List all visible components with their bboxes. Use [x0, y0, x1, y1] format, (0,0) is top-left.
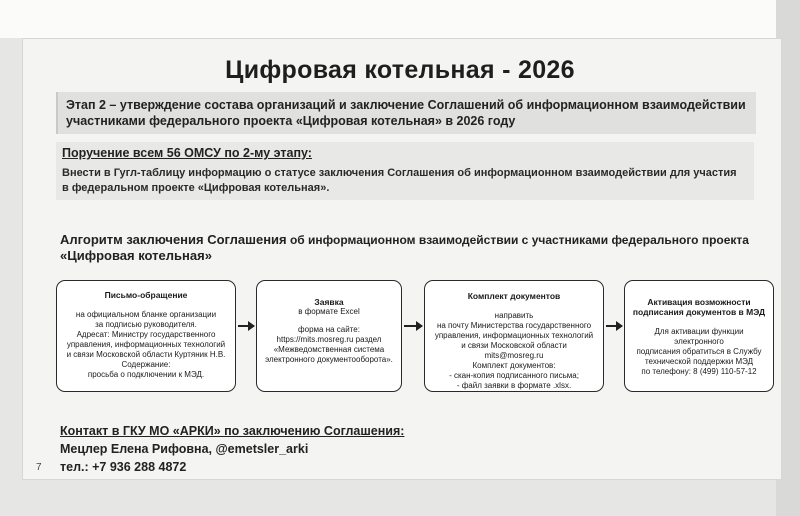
- flow-arrow: [606, 325, 622, 327]
- flow-step-subheading: в формате Excel: [298, 307, 360, 316]
- flow-step-line: на официальном бланке организации: [75, 310, 217, 319]
- contact-phone: тел.: +7 936 288 4872: [60, 460, 187, 474]
- task-text: [62, 166, 742, 196]
- flow-step-line: направить: [494, 311, 534, 320]
- flow-step-line: Адресат: Министру государственного: [76, 330, 216, 339]
- flow-step-letter: [56, 280, 236, 392]
- stage-line-2: участниками федерального проекта «Цифровая котельная» в 2026 году: [66, 114, 516, 128]
- flow-step-line: Для активации функции электронного: [654, 327, 744, 346]
- flow-step-line: «Межведомственная система: [273, 345, 385, 354]
- flow-step-line: форма на сайте:: [298, 325, 360, 334]
- task-banner: [56, 142, 754, 200]
- page-number: 7: [36, 462, 42, 473]
- algorithm-heading: [60, 232, 760, 264]
- flow-step-heading: Комплект документов: [467, 291, 561, 301]
- flow-arrow: [404, 325, 422, 327]
- algorithm-line-1: [60, 232, 760, 248]
- stage-line-1: Этап 2 – утверждение состава организаций и заключение Соглашений об информационном взаимодействии: [66, 98, 746, 112]
- flow-step-line: и связи Московской области mits@mosreg.ru: [461, 341, 567, 360]
- contact-heading: Контакт в ГКУ МО «АРКИ» по заключению Соглашения:: [60, 424, 405, 438]
- flow-step-line: Комплект документов:: [472, 361, 556, 370]
- flow-step-line: управления, информационных технологий: [66, 340, 226, 349]
- flow-step-heading: Активация возможности: [647, 297, 751, 307]
- flow-step-heading: Заявка: [314, 297, 344, 307]
- flow-step-heading: Письмо-обращение: [104, 290, 188, 300]
- flow-step-line: Содержание:: [121, 360, 171, 369]
- flow-step-line: - файл заявки в формате .xlsx.: [456, 381, 572, 390]
- flow-step-documents: [424, 280, 604, 392]
- slide-title: Цифровая котельная - 2026: [225, 56, 575, 84]
- flow-step-line: просьба о подключении к МЭД.: [87, 370, 205, 379]
- flow-step-line: управления, информационных технологий: [434, 331, 594, 340]
- flow-step-line: электронного документооборота».: [265, 355, 393, 364]
- flow-step-application: [256, 280, 402, 392]
- contact-block: [60, 422, 660, 476]
- stage-text: [66, 97, 746, 129]
- flow-arrow: [238, 325, 254, 327]
- flow-step-line: технической поддержки МЭД: [644, 357, 754, 366]
- photo-top-background: [0, 0, 800, 38]
- flow-step-subheading: подписания документов в МЭД: [632, 307, 766, 317]
- flow-step-activation: [624, 280, 774, 392]
- stage-banner: [56, 92, 756, 134]
- algorithm-line-2: «Цифровая котельная»: [60, 248, 212, 263]
- task-heading: Поручение всем 56 ОМСУ по 2-му этапу:: [62, 146, 312, 160]
- flow-step-line: подписания обратиться в Службу: [636, 347, 762, 356]
- task-line-1: Внести в Гугл-таблицу информацию о статусе заключения Соглашения об информационном взаимодействии для участия: [62, 167, 737, 179]
- flow-step-line: по телефону: 8 (499) 110-57-12: [641, 367, 757, 376]
- flow-step-line: за подписью руководителя.: [95, 320, 197, 329]
- flow-step-line: - скан-копия подписанного письма;: [449, 371, 579, 380]
- flow-step-line: на почту Министерства государственного: [436, 321, 592, 330]
- algorithm-rest: об информационном взаимодействии с участниками федерального проекта: [286, 233, 749, 247]
- flow-step-line: https://mits.mosreg.ru раздел: [276, 335, 382, 344]
- flow-step-line: и связи Московской области Куртяник Н.В.: [66, 350, 226, 359]
- task-line-2: в федеральном проекте «Цифровая котельная».: [62, 182, 330, 194]
- algorithm-strong: Алгоритм заключения Соглашения: [60, 232, 287, 247]
- contact-name: Мецлер Елена Рифовна, @emetsler_arki: [60, 442, 309, 456]
